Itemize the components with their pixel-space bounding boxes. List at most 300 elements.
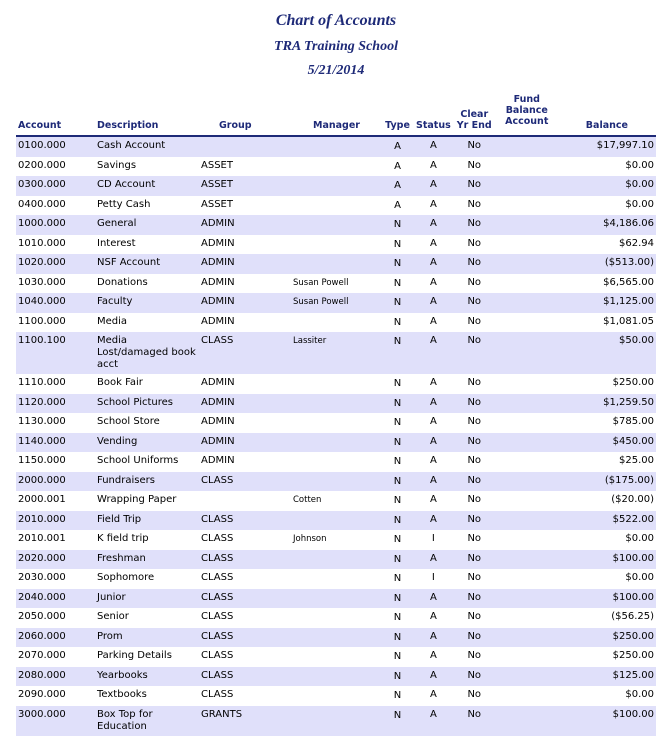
- cell-group: CLASS: [199, 511, 291, 531]
- cell-clear-yr-end: No: [453, 706, 496, 736]
- table-row: [16, 274, 656, 294]
- col-status: Status: [414, 94, 453, 136]
- cell-clear-yr-end: No: [453, 628, 496, 648]
- cell-description: Fundraisers: [95, 472, 199, 492]
- cell-manager: [291, 394, 381, 414]
- cell-account: 2090.000: [18, 689, 66, 700]
- cell-description: Faculty: [95, 293, 199, 313]
- cell-account: 2050.000: [18, 611, 66, 622]
- cell-status: A: [429, 650, 437, 661]
- cell-status: A: [429, 377, 437, 388]
- cell-balance: $0.00: [625, 572, 654, 583]
- cell-clear-yr-end: No: [453, 332, 496, 374]
- cell-status: A: [429, 237, 437, 249]
- cell-account: 2000.001: [18, 494, 66, 505]
- cell-clear-yr-end: No: [467, 494, 482, 505]
- cell-group: CLASS: [199, 332, 291, 374]
- cell-status: A: [414, 332, 453, 374]
- cell-clear-yr-end: No: [467, 159, 482, 171]
- report-date: 5/21/2014: [307, 63, 365, 78]
- cell-fund-balance-account: [496, 433, 558, 453]
- cell-manager: [291, 136, 381, 157]
- cell-clear-yr-end: No: [467, 650, 482, 661]
- cell-balance: $0.00: [625, 198, 654, 210]
- cell-manager: [291, 550, 381, 570]
- cell-fund-balance-account: [496, 667, 558, 687]
- cell-type: N: [381, 394, 414, 414]
- cell-type: N: [393, 651, 402, 662]
- cell-description: Book Fair: [97, 377, 143, 388]
- cell-clear-yr-end: No: [453, 215, 496, 235]
- cell-description: NSF Account: [95, 254, 199, 274]
- cell-balance: $250.00: [612, 377, 654, 388]
- cell-manager: Susan Powell: [291, 293, 381, 313]
- cell-manager: [291, 472, 381, 492]
- cell-type: A: [394, 160, 401, 172]
- cell-balance: $0.00: [625, 689, 654, 700]
- col-manager: Manager: [291, 94, 381, 136]
- report-title: Chart of Accounts: [275, 12, 397, 29]
- table-row: [16, 667, 656, 687]
- cell-group: ASSET: [201, 198, 233, 210]
- cell-account: 1030.000: [18, 276, 66, 288]
- cell-clear-yr-end: No: [467, 572, 482, 583]
- cell-status: A: [414, 628, 453, 648]
- cell-manager: [291, 196, 381, 216]
- cell-manager: Johnson: [293, 534, 327, 544]
- cell-balance: $250.00: [558, 628, 656, 648]
- cell-manager: [291, 511, 381, 531]
- cell-balance: ($513.00): [558, 254, 656, 274]
- table-header: [16, 94, 656, 136]
- cell-type: N: [381, 589, 414, 609]
- cell-status: A: [429, 611, 437, 622]
- cell-clear-yr-end: No: [467, 455, 482, 466]
- cell-group: CLASS: [199, 550, 291, 570]
- cell-clear-yr-end: No: [467, 237, 482, 249]
- cell-status: A: [414, 472, 453, 492]
- cell-description: Media Lost/damaged book acct: [95, 332, 199, 374]
- cell-clear-yr-end: No: [453, 176, 496, 196]
- cell-manager: [291, 608, 381, 628]
- cell-clear-yr-end: No: [467, 611, 482, 622]
- cell-manager: [291, 254, 381, 274]
- cell-group: CLASS: [201, 650, 234, 661]
- cell-fund-balance-account: [496, 550, 558, 570]
- cell-fund-balance-account: [496, 472, 558, 492]
- cell-description: Wrapping Paper: [97, 494, 177, 505]
- table-row: [16, 647, 656, 667]
- cell-status: A: [429, 455, 437, 466]
- table-row: [16, 589, 656, 609]
- cell-type: N: [393, 456, 402, 467]
- cell-status: A: [429, 276, 437, 288]
- cell-account: 1140.000: [16, 433, 95, 453]
- cell-description: Cash Account: [95, 136, 199, 157]
- cell-manager: [291, 667, 381, 687]
- cell-group: ADMIN: [201, 276, 235, 288]
- cell-manager: [291, 686, 381, 706]
- cell-balance: $100.00: [558, 550, 656, 570]
- cell-balance: $785.00: [612, 416, 654, 427]
- cell-fund-balance-account: [496, 686, 558, 706]
- cell-account: 2060.000: [16, 628, 95, 648]
- table-row: [16, 313, 656, 333]
- cell-fund-balance-account: [496, 569, 558, 589]
- table-row: [16, 235, 656, 255]
- cell-clear-yr-end: No: [453, 433, 496, 453]
- cell-manager: [291, 413, 381, 433]
- cell-clear-yr-end: No: [467, 416, 482, 427]
- table-row: [16, 374, 656, 394]
- cell-group: ASSET: [199, 176, 291, 196]
- cell-description: Vending: [95, 433, 199, 453]
- cell-fund-balance-account: [496, 196, 558, 216]
- table-row: [16, 413, 656, 433]
- cell-manager: [291, 647, 381, 667]
- cell-clear-yr-end: No: [467, 377, 482, 388]
- col-balance: Balance: [558, 94, 656, 136]
- cell-status: A: [414, 589, 453, 609]
- cell-clear-yr-end: No: [453, 254, 496, 274]
- cell-description: Media: [97, 315, 128, 327]
- cell-description: Prom: [95, 628, 199, 648]
- cell-type: N: [381, 433, 414, 453]
- cell-account: 2010.001: [18, 533, 66, 544]
- table-row: [16, 569, 656, 589]
- cell-status: A: [429, 689, 437, 700]
- cell-clear-yr-end: No: [467, 533, 482, 544]
- cell-group: CLASS: [199, 667, 291, 687]
- cell-type: N: [393, 378, 402, 389]
- cell-description: Petty Cash: [97, 198, 151, 210]
- table-row: [16, 293, 656, 313]
- cell-description: Interest: [97, 237, 136, 249]
- cell-balance: $62.94: [619, 237, 654, 249]
- cell-type: N: [381, 332, 414, 374]
- cell-account: 1000.000: [16, 215, 95, 235]
- cell-manager: Lassiter: [291, 332, 381, 374]
- cell-type: N: [393, 277, 402, 289]
- cell-account: 0100.000: [16, 136, 95, 157]
- table-row: [16, 491, 656, 511]
- cell-manager: [291, 176, 381, 196]
- cell-account: 2010.000: [16, 511, 95, 531]
- table-row: [16, 332, 656, 374]
- cell-status: A: [414, 394, 453, 414]
- cell-type: N: [393, 534, 402, 545]
- cell-manager: [291, 235, 381, 255]
- col-description: Description: [95, 94, 199, 136]
- cell-clear-yr-end: No: [453, 394, 496, 414]
- cell-balance: $100.00: [558, 589, 656, 609]
- cell-fund-balance-account: [496, 136, 558, 157]
- table-row: [16, 215, 656, 235]
- cell-account: 2020.000: [16, 550, 95, 570]
- cell-group: ASSET: [201, 159, 233, 171]
- cell-account: 2000.000: [16, 472, 95, 492]
- cell-clear-yr-end: No: [453, 293, 496, 313]
- cell-manager: [291, 374, 381, 394]
- school-name: TRA Training School: [274, 39, 398, 54]
- cell-manager: Cotten: [293, 495, 322, 505]
- cell-description: School Pictures: [95, 394, 199, 414]
- table-row: [16, 706, 656, 736]
- cell-clear-yr-end: No: [453, 667, 496, 687]
- cell-clear-yr-end: No: [467, 276, 482, 288]
- cell-account: 1100.100: [16, 332, 95, 374]
- cell-balance: $50.00: [558, 332, 656, 374]
- table-row: [16, 550, 656, 570]
- cell-fund-balance-account: [496, 157, 558, 177]
- cell-status: I: [431, 533, 435, 544]
- cell-account: 2030.000: [18, 572, 66, 583]
- cell-manager: [291, 452, 381, 472]
- cell-status: A: [414, 550, 453, 570]
- cell-status: A: [429, 315, 437, 327]
- cell-status: A: [429, 494, 437, 505]
- cell-status: A: [414, 215, 453, 235]
- table-row: [16, 511, 656, 531]
- cell-fund-balance-account: [496, 274, 558, 294]
- table-row: [16, 628, 656, 648]
- cell-balance: $450.00: [558, 433, 656, 453]
- cell-description: Freshman: [95, 550, 199, 570]
- cell-type: N: [381, 472, 414, 492]
- cell-fund-balance-account: [496, 511, 558, 531]
- cell-balance: $250.00: [612, 650, 654, 661]
- col-account: Account: [16, 94, 95, 136]
- cell-balance: $4,186.06: [558, 215, 656, 235]
- cell-description: Donations: [97, 276, 148, 288]
- cell-type: N: [393, 238, 402, 250]
- cell-status: A: [414, 706, 453, 736]
- cell-fund-balance-account: [496, 374, 558, 394]
- table-row: [16, 196, 656, 216]
- cell-type: N: [381, 293, 414, 313]
- cell-fund-balance-account: [496, 491, 558, 511]
- accounts-table: [16, 94, 656, 736]
- cell-type: N: [381, 550, 414, 570]
- cell-balance: $17,997.10: [558, 136, 656, 157]
- cell-manager: [291, 569, 381, 589]
- cell-fund-balance-account: [496, 332, 558, 374]
- cell-fund-balance-account: [496, 608, 558, 628]
- cell-account: 1150.000: [18, 455, 66, 466]
- cell-account: 1040.000: [16, 293, 95, 313]
- cell-status: A: [429, 159, 437, 171]
- cell-description: Junior: [95, 589, 199, 609]
- cell-clear-yr-end: No: [467, 198, 482, 210]
- cell-clear-yr-end: No: [453, 472, 496, 492]
- cell-group: ADMIN: [199, 254, 291, 274]
- cell-type: A: [381, 136, 414, 157]
- cell-status: A: [414, 254, 453, 274]
- cell-group: ADMIN: [201, 315, 235, 327]
- cell-fund-balance-account: [496, 647, 558, 667]
- cell-description: School Uniforms: [97, 455, 179, 466]
- cell-type: N: [381, 215, 414, 235]
- cell-group: CLASS: [201, 611, 234, 622]
- cell-account: 1010.000: [18, 237, 66, 249]
- cell-balance: $6,565.00: [603, 276, 654, 288]
- cell-type: N: [393, 316, 402, 328]
- cell-account: 2070.000: [18, 650, 66, 661]
- cell-type: A: [381, 176, 414, 196]
- cell-fund-balance-account: [496, 706, 558, 736]
- cell-balance: $125.00: [558, 667, 656, 687]
- cell-description: General: [95, 215, 199, 235]
- cell-manager: [291, 706, 381, 736]
- cell-account: 0200.000: [18, 159, 66, 171]
- cell-fund-balance-account: [496, 254, 558, 274]
- cell-type: N: [393, 573, 402, 584]
- col-type: Type: [381, 94, 414, 136]
- cell-balance: ($56.25): [611, 611, 654, 622]
- cell-type: N: [381, 511, 414, 531]
- cell-fund-balance-account: [496, 413, 558, 433]
- cell-account: 1100.000: [18, 315, 66, 327]
- cell-status: A: [414, 433, 453, 453]
- cell-fund-balance-account: [496, 452, 558, 472]
- cell-status: A: [414, 293, 453, 313]
- cell-type: N: [381, 706, 414, 736]
- cell-fund-balance-account: [496, 176, 558, 196]
- cell-group: CLASS: [201, 572, 234, 583]
- cell-balance: $0.00: [558, 176, 656, 196]
- cell-account: 1130.000: [18, 416, 66, 427]
- cell-balance: ($175.00): [558, 472, 656, 492]
- cell-group: ADMIN: [201, 377, 235, 388]
- cell-description: Senior: [97, 611, 129, 622]
- cell-balance: $0.00: [625, 159, 654, 171]
- table-row: [16, 394, 656, 414]
- cell-status: I: [431, 572, 435, 583]
- cell-manager: Susan Powell: [293, 277, 349, 288]
- table-row: [16, 686, 656, 706]
- cell-group: ADMIN: [199, 433, 291, 453]
- cell-description: Textbooks: [97, 689, 147, 700]
- cell-description: Savings: [97, 159, 137, 171]
- cell-account: 2080.000: [16, 667, 95, 687]
- cell-status: A: [414, 667, 453, 687]
- table-row: [16, 530, 656, 550]
- cell-clear-yr-end: No: [467, 689, 482, 700]
- cell-manager: [291, 313, 381, 333]
- cell-fund-balance-account: [496, 394, 558, 414]
- cell-description: K field trip: [97, 533, 149, 544]
- cell-balance: ($20.00): [611, 494, 654, 505]
- cell-description: Sophomore: [97, 572, 155, 583]
- cell-account: 2040.000: [16, 589, 95, 609]
- cell-balance: $25.00: [619, 455, 654, 466]
- cell-group: ADMIN: [201, 455, 235, 466]
- cell-type: N: [393, 417, 402, 428]
- cell-clear-yr-end: No: [453, 136, 496, 157]
- cell-group: ADMIN: [199, 215, 291, 235]
- cell-group: CLASS: [199, 628, 291, 648]
- cell-type: N: [393, 690, 402, 701]
- cell-balance: $1,125.00: [558, 293, 656, 313]
- cell-group: CLASS: [199, 472, 291, 492]
- cell-type: N: [381, 254, 414, 274]
- cell-status: A: [414, 511, 453, 531]
- table-row: [16, 608, 656, 628]
- cell-fund-balance-account: [496, 235, 558, 255]
- cell-fund-balance-account: [496, 628, 558, 648]
- cell-group: ADMIN: [201, 416, 235, 427]
- cell-status: A: [429, 416, 437, 427]
- cell-group: ADMIN: [201, 237, 235, 249]
- cell-account: 1110.000: [18, 377, 66, 388]
- cell-balance: $100.00: [558, 706, 656, 736]
- cell-balance: $522.00: [558, 511, 656, 531]
- cell-fund-balance-account: [496, 215, 558, 235]
- table-row: [16, 176, 656, 196]
- cell-account: 0300.000: [16, 176, 95, 196]
- cell-clear-yr-end: No: [453, 550, 496, 570]
- cell-description: Box Top for Education: [95, 706, 199, 736]
- cell-description: Field Trip: [95, 511, 199, 531]
- cell-group: ADMIN: [199, 394, 291, 414]
- cell-account: 3000.000: [16, 706, 95, 736]
- table-row: [16, 254, 656, 274]
- cell-balance: $1,081.05: [603, 315, 654, 327]
- cell-description: Parking Details: [97, 650, 172, 661]
- table-row: [16, 433, 656, 453]
- cell-balance: $1,259.50: [558, 394, 656, 414]
- col-clear-yr-end: Clear Yr End: [453, 94, 496, 136]
- cell-manager: [291, 589, 381, 609]
- cell-account: 0400.000: [18, 198, 66, 210]
- cell-account: 1120.000: [16, 394, 95, 414]
- cell-type: N: [381, 667, 414, 687]
- cell-group: CLASS: [201, 689, 234, 700]
- cell-manager: [291, 215, 381, 235]
- table-row: [16, 157, 656, 177]
- table-row: [16, 472, 656, 492]
- cell-group: CLASS: [199, 589, 291, 609]
- cell-status: A: [414, 136, 453, 157]
- table-row: [16, 136, 656, 157]
- cell-type: A: [394, 199, 401, 211]
- cell-balance: $0.00: [625, 533, 654, 544]
- cell-group: [199, 136, 291, 157]
- cell-type: N: [381, 628, 414, 648]
- cell-manager: [291, 433, 381, 453]
- table-row: [16, 452, 656, 472]
- cell-description: Yearbooks: [95, 667, 199, 687]
- cell-description: School Store: [97, 416, 160, 427]
- cell-clear-yr-end: No: [453, 589, 496, 609]
- cell-fund-balance-account: [496, 530, 558, 550]
- col-fund-balance-account: Fund Balance Account: [496, 94, 558, 136]
- cell-description: CD Account: [95, 176, 199, 196]
- cell-clear-yr-end: No: [467, 315, 482, 327]
- cell-type: N: [393, 495, 402, 506]
- cell-fund-balance-account: [496, 293, 558, 313]
- cell-manager: [291, 628, 381, 648]
- cell-status: A: [429, 198, 437, 210]
- cell-status: A: [414, 176, 453, 196]
- cell-type: N: [393, 612, 402, 623]
- cell-account: 1020.000: [16, 254, 95, 274]
- cell-group: ADMIN: [199, 293, 291, 313]
- cell-manager: [291, 157, 381, 177]
- cell-fund-balance-account: [496, 589, 558, 609]
- cell-group: GRANTS: [199, 706, 291, 736]
- cell-clear-yr-end: No: [453, 511, 496, 531]
